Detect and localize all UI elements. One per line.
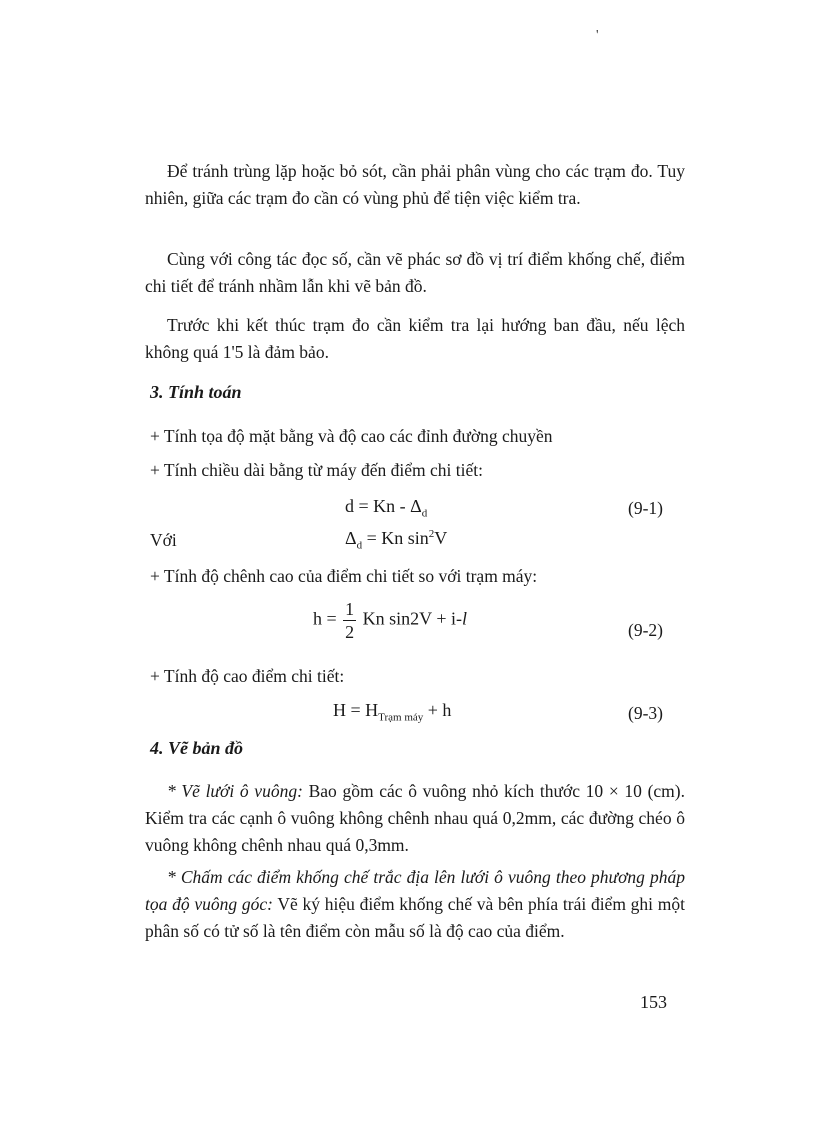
list-item: + Tính độ cao điểm chi tiết: [150, 666, 345, 686]
equation-number: (9-1) [628, 498, 663, 518]
equation-number: (9-2) [628, 620, 663, 640]
equation-9-2: h = $\frac{1}{2}$ Kn sin2V + i-l [313, 599, 467, 642]
paragraph-1: Để tránh trùng lặp hoặc bỏ sót, cần phải phân vùng cho các trạm đo. Tuy nhiên, giữa các trạm đo cần có vùng phủ để tiện việc kiểm tra. [145, 161, 685, 208]
page-number: 153 [640, 992, 667, 1012]
paragraph-3: Trước khi kết thúc trạm đo cần kiểm tra lại hướng ban đầu, nếu lệch không quá 1'5 là đảm bảo. [145, 315, 685, 362]
paragraph-grid: * Vẽ lưới ô vuông: Bao gồm các ô vuông nhỏ kích thước 10 × 10 (cm). Kiểm tra các cạnh ô vuông không chênh nhau quá 0,2mm, các đường chéo ô vuông không chênh nhau quá 0,3mm. [145, 781, 685, 855]
paragraph-control-points: * Chấm các điểm khống chế trắc địa lên lưới ô vuông theo phương pháp tọa độ vuông góc: Vẽ ký hiệu điểm khống chế và bên phía trái điểm ghi một phân số có tử số là tên điểm còn mẫu số là độ cao của điểm. [145, 867, 685, 941]
with-label: Với [150, 530, 177, 550]
list-item: + Tính chiều dài bằng từ máy đến điểm chi tiết: [150, 460, 483, 480]
equation-number: (9-3) [628, 703, 663, 723]
equation-9-1: $d = Kn - \Delta_d$ [345, 496, 428, 520]
fraction: $\frac{1}{2}$ [345, 599, 355, 642]
equation-delta: $\Delta_d = Kn$ $\sin^2V$ [345, 528, 448, 552]
section-4-heading: 4. Vẽ bản đồ [150, 738, 244, 758]
equation-9-3: $H = H_{Trạm máy} + h$ [333, 700, 452, 724]
page-mark: ' [596, 28, 599, 43]
list-item: + Tính tọa độ mặt bằng và độ cao các đỉnh đường chuyền [150, 426, 553, 446]
section-3-heading: 3. Tính toán [150, 382, 242, 402]
paragraph-2: Cùng với công tác đọc số, cần vẽ phác sơ đồ vị trí điểm khống chế, điểm chi tiết để tránh nhầm lẫn khi vẽ bản đồ. [145, 249, 685, 296]
list-item: + Tính độ chênh cao của điểm chi tiết so với trạm máy: [150, 566, 538, 586]
